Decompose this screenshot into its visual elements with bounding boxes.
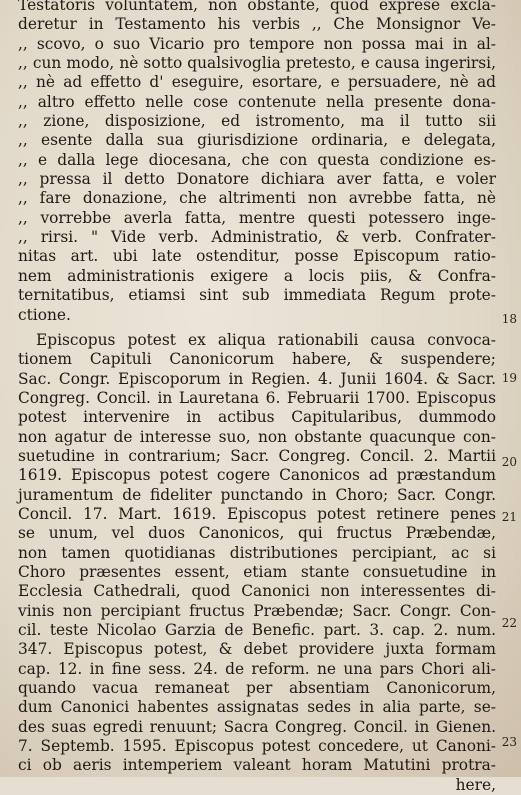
- text-line: 347. Episcopus potest, & debet providere juxta formam: [18, 640, 496, 659]
- text-line: Sac. Congr. Episcoporum in Regien. 4. Junii 1604. & Sacr.: [18, 369, 496, 388]
- text-line: deretur in Testamento his verbis ,, Che Monsignor Ve-: [18, 15, 496, 34]
- text-line: Episcopus potest ex aliqua rationabili causa convoca-: [36, 330, 496, 349]
- text-line: ,, cun modo, nè sotto qualsivoglia pretesto, e causa ingerirsi,: [18, 54, 496, 73]
- text-line: ,, vorrebbe averla fatta, mentre questi potessero inge-: [18, 208, 496, 227]
- text-line: potest intervenire in actibus Capitularibus, dummodo: [18, 408, 496, 427]
- text-line: ,, e dalla lege diocesana, che con questa condizione es-: [18, 150, 496, 169]
- text-line: non tamen quotidianas distributiones percipiant, ac si: [18, 543, 496, 562]
- text-line: Congreg. Concil. in Lauretana 6. Februarii 1700. Episcopus: [18, 388, 496, 407]
- text-line: ctione.: [18, 305, 71, 324]
- text-line: nem administrationis exigere a locis piis, & Confra-: [18, 266, 496, 285]
- text-line: ,, esente dalla sua giurisdizione ordinaria, e delegata,: [18, 131, 496, 150]
- text-line: Choro præsentes essent, etiam stante consuetudine in: [18, 562, 496, 581]
- text-line: Concil. 17. Mart. 1619. Episcopus potest retinere penes: [18, 504, 496, 523]
- text-line: se unum, vel duos Canonicos, qui fructus Præbendæ,: [18, 524, 496, 543]
- text-line: ci ob aeris intemperiem valeant horam Matutini protra-: [18, 756, 496, 775]
- text-line: Testatoris voluntatem, non obstante, quod exprese excla-: [18, 0, 496, 14]
- margin-number: 21: [501, 510, 517, 524]
- text-line: nitas art. ubi late ostenditur, posse Episcopum ratio-: [18, 247, 496, 266]
- text-line: tionem Capituli Canonicorum habere, & suspendere;: [18, 350, 496, 369]
- margin-number: 23: [501, 735, 517, 749]
- margin-number: 22: [501, 616, 517, 630]
- page-text: [18, 0, 496, 795]
- paragraph-testament-quote: [18, 0, 496, 325]
- margin-number: 19: [501, 371, 517, 385]
- paragraph-episcopus-rules: [18, 331, 496, 795]
- text-line: here,: [455, 775, 496, 794]
- text-line: ,, pressa il detto Donatore dichiara aver fatta, e voler: [18, 170, 496, 189]
- text-line: ,, zione, disposizione, ed istromento, ma il tutto sii: [18, 112, 496, 131]
- text-line: quando vacua remaneat per absentiam Canonicorum,: [18, 679, 496, 698]
- text-line: juramentum de fideliter punctando in Choro; Sacr. Congr.: [18, 485, 496, 504]
- text-line: ,, rirsi. " Vide verb. Administratio, & verb. Confrater-: [18, 228, 496, 247]
- text-line: dum Canonici habentes assignatas sedes in alia parte, se-: [18, 698, 496, 717]
- text-line: ,, scovo, o suo Vicario pro tempore non possa mai in al-: [18, 34, 496, 53]
- text-line: suetudine in contrarium; Sacr. Congreg. Concil. 2. Martii: [18, 446, 496, 465]
- text-line: ,, fare donazione, che altrimenti non avrebbe fatta, nè: [18, 189, 496, 208]
- text-line: vinis non percipiant fructus Præbendæ; Sacr. Congr. Con-: [18, 601, 496, 620]
- text-line: 1619. Episcopus potest cogere Canonicos ad præstandum: [18, 466, 496, 485]
- text-line: non agatur de interesse suo, non obstante quacunque con-: [18, 427, 496, 446]
- text-line: ,, nè ad effetto d' eseguire, esortare, e persuadere, nè ad: [18, 73, 496, 92]
- text-line: 7. Septemb. 1595. Episcopus potest concedere, ut Canoni-: [18, 737, 496, 756]
- text-line: ternitatibus, etiamsi sint sub immediata Regum prote-: [18, 286, 496, 305]
- text-line: Ecclesia Cathedrali, quod Canonici non interessentes di-: [18, 582, 496, 601]
- margin-number: 18: [501, 312, 517, 326]
- text-line: cap. 12. in fine sess. 24. de reform. ne una pars Chori ali-: [18, 659, 496, 678]
- margin-number: 20: [501, 455, 517, 469]
- text-line: des suas egredi renuunt; Sacra Congreg. Concil. in Gienen.: [18, 717, 496, 736]
- text-line: ,, altro effetto nelle cose contenute nella presente dona-: [18, 92, 496, 111]
- text-line: cil. teste Nicolao Garzia de Benefic. part. 3. cap. 2. num.: [18, 621, 496, 639]
